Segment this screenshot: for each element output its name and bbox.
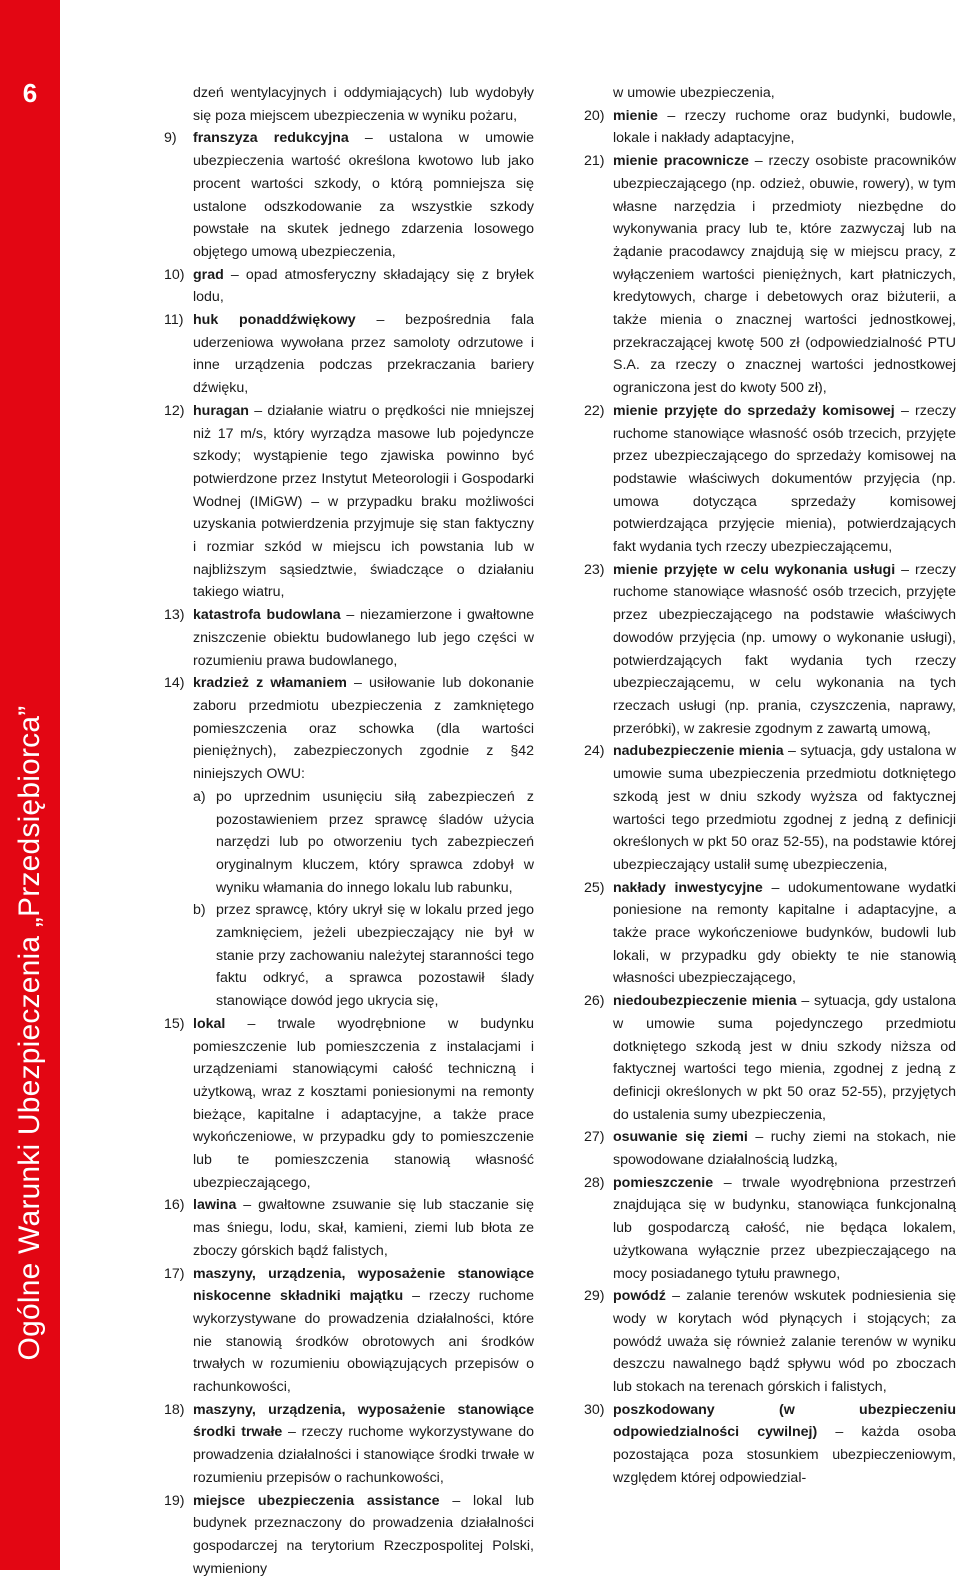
definition-term: nadubezpieczenie mienia bbox=[613, 743, 784, 760]
definition-body: – ruchy ziemi na stokach, nie spowodowane działalnością ludzką, bbox=[613, 1129, 956, 1169]
definition-item bbox=[584, 1172, 956, 1286]
definitions-list-right bbox=[584, 105, 956, 1490]
definition-term: franszyza redukcyjna bbox=[193, 130, 349, 147]
definition-term: maszyny, urządzenia, wyposażenie stanowiące środki trwałe bbox=[193, 1401, 534, 1441]
definition-term: niedoubezpieczenie mienia bbox=[613, 993, 797, 1010]
item-number: 20) bbox=[584, 107, 605, 124]
continuation-text: w umowie ubezpieczenia, bbox=[613, 85, 775, 101]
definition-body: – trwale wyodrębniona przestrzeń znajdująca się w budynku, stanowiąca funkcjonalną lub gospodarczą całość, nie będąca lokalem, użytkowana wyłącznie przez ubezpieczającego na mocy posiadanego tytułu prawnego, bbox=[613, 1174, 956, 1282]
definition-body: – każda osoba pozostająca poza stosunkiem ubezpieczeniowym, względem której odpowiedzial- bbox=[613, 1424, 956, 1486]
definition-item bbox=[584, 1126, 956, 1171]
definition-item bbox=[164, 1263, 534, 1399]
item-number: 21) bbox=[584, 153, 605, 170]
definition-term: huk ponaddźwiękowy bbox=[193, 312, 356, 329]
definition-body: – bezpośrednia fala uderzeniowa wywołana przez samoloty odrzutowe i inne urządzenia podczas przekraczania bariery dźwięku, bbox=[193, 312, 534, 397]
sub-item bbox=[164, 899, 534, 1013]
definition-body: – ustalona w umowie ubezpieczenia wartość określona kwotowo lub jako procent wartości szkody, o którą pomniejsza się ustalone odszkodowanie za wszystkie szkody powstałe na skutek jednego zdarzenia losowego objętego umową ubezpieczenia, bbox=[193, 130, 534, 260]
item-number: 14) bbox=[164, 675, 185, 692]
item-number: 22) bbox=[584, 402, 605, 419]
sub-item-letter: b) bbox=[193, 902, 206, 919]
definition-item bbox=[164, 309, 534, 400]
definition-body: – lokal lub budynek przeznaczony do prowadzenia działalności gospodarczej na terytorium Rzeczpospolitej Polski, wymieniony bbox=[193, 1492, 535, 1577]
item-number: 29) bbox=[584, 1288, 605, 1305]
right-column bbox=[584, 82, 956, 1490]
item-number: 25) bbox=[584, 879, 605, 896]
document-side-title: Ogólne Warunki Ubezpieczenia „Przedsiębiorca” bbox=[13, 705, 46, 1361]
definition-body: – rzeczy ruchome stanowiące własność osób trzecich, przyjęte przez ubezpieczającego do sprzedaży komisowej na podstawie właściwych dokumentów przyjęcia (np. umowa dotycząca sprzedaży komisowej potwierdzająca przyjęcie mienia), potwierdzających fakt wydania tych rzeczy ubezpieczającemu, bbox=[613, 402, 957, 556]
definition-item bbox=[164, 264, 534, 309]
definition-body: – rzeczy ruchome wykorzystywane do prowadzenia działalności, które nie stanowią środków obrotowych ani środków trwałych w rozumieniu obowiązujących przepisów o rachunkowości, bbox=[193, 1288, 535, 1396]
definition-body: – opad atmosferyczny składający się z bryłek lodu, bbox=[193, 266, 534, 306]
definition-term: osuwanie się ziemi bbox=[613, 1129, 748, 1146]
definition-term: miejsce ubezpieczenia assistance bbox=[193, 1492, 440, 1509]
left-column bbox=[164, 82, 534, 1580]
item-number: 12) bbox=[164, 402, 185, 419]
definition-item bbox=[584, 559, 956, 741]
definition-term: huragan bbox=[193, 402, 249, 419]
definition-body: – rzeczy ruchome oraz budynki, budowle, lokale i nakłady adaptacyjne, bbox=[613, 107, 956, 147]
definition-term: poszkodowany (w ubezpieczeniu odpowiedzialności cywilnej) bbox=[613, 1401, 956, 1441]
definition-term: lokal bbox=[193, 1015, 226, 1032]
definition-term: mienie pracownicze bbox=[613, 153, 749, 170]
item-number: 24) bbox=[584, 743, 605, 760]
sub-item bbox=[164, 786, 534, 900]
item-number: 16) bbox=[164, 1197, 185, 1214]
sub-item-letter: a) bbox=[193, 788, 206, 805]
definition-item bbox=[584, 150, 956, 400]
definition-item bbox=[164, 1194, 534, 1262]
item-number: 10) bbox=[164, 266, 185, 283]
definition-item bbox=[584, 877, 956, 991]
item-number: 28) bbox=[584, 1174, 605, 1191]
definition-item bbox=[584, 1399, 956, 1490]
definition-item bbox=[164, 604, 534, 672]
item-number: 23) bbox=[584, 561, 605, 578]
definition-term: nakłady inwestycyjne bbox=[613, 879, 763, 896]
definition-body: – rzeczy ruchome wykorzystywane do prowadzenia działalności i stanowiące środki trwałe w rozumieniu przepisów o rachunkowości, bbox=[193, 1424, 534, 1486]
definition-item bbox=[164, 127, 534, 263]
definition-body: – niezamierzone i gwałtowne zniszczenie obiektu budowlanego lub jego części w rozumieniu prawa budowlanego, bbox=[193, 607, 534, 669]
definition-term: mienie bbox=[613, 107, 658, 124]
definition-term: pomieszczenie bbox=[613, 1174, 714, 1191]
sub-item-text: po uprzednim usunięciu siłą zabezpieczeń z pozostawieniem przez sprawcę śladów użycia narzędzi lub po otworzeniu tych zabezpieczeń oryginalnym kluczem, który sprawca zdobył w wyniku włamania do innego lokalu lub rabunku, bbox=[216, 788, 534, 896]
page-number: 6 bbox=[22, 78, 38, 108]
definition-body: – sytuacja, gdy ustalona w umowie suma ubezpieczenia przedmiotu dotkniętego szkodą jest w dniu szkody wyższa od faktycznej wartości tego przedmiotu zgodnej z jedną z definicji określonych w pkt 50 oraz 52-55), na podstawie której ubezpieczający ustalił sumę ubezpieczenia, bbox=[613, 743, 956, 873]
definition-item bbox=[164, 672, 534, 786]
item-number: 15) bbox=[164, 1015, 185, 1032]
definition-body: – rzeczy ruchome stanowiące własność osób trzecich, przyjęte przez ubezpieczającego na podstawie właściwych dowodów przyjęcia (np. umowy o wykonanie usługi), potwierdzających fakt wydania tych rzeczy ubezpieczającemu, w celu wykonania na tych rzeczach usługi (np. prania, czyszczenia, naprawy, przeróbki), w zakresie zgodnym z zawartą umową, bbox=[613, 561, 956, 737]
definition-body: – rzeczy osobiste pracowników ubezpieczającego (np. odzież, obuwie, rowery), w tym własne narzędzia i przedmioty niezbędne do wykonywania pracy lub te, które zazwyczaj lub na żądanie pracodawcy znajdują się w miejscu pracy, z wyłączeniem wartości pieniężnych, kart płatniczych, kredytowych, charge i debetowych oraz biżuterii, a także mienia o znacznej wartości jednostkowej, przekraczającej kwotę 500 zł (odpowiedzialność PTU S.A. za rzeczy o znacznej wartości jednostkowej ograniczona jest do kwoty 500 zł), bbox=[613, 153, 956, 397]
definition-body: – udokumentowane wydatki poniesione na remonty kapitalne i adaptacyjne, a także prace wykończeniowe budynków, budowli lub lokali, w przypadku gdy obiekty te nie stanowią własności ubezpieczającego, bbox=[613, 879, 956, 987]
definition-term: powódź bbox=[613, 1288, 666, 1305]
definition-term: lawina bbox=[193, 1197, 237, 1214]
definition-item bbox=[584, 740, 956, 876]
definition-body: – zalanie terenów wskutek podniesienia się wody w korytach wód płynących i stojących; za powódź uważa się również zalanie terenów w wyniku deszczu nawalnego bądź spływu wód po zboczach lub stokach na terenach górskich i falistych, bbox=[613, 1288, 956, 1396]
item-number: 30) bbox=[584, 1401, 605, 1418]
definition-item bbox=[164, 1490, 534, 1580]
definition-term: kradzież z włamaniem bbox=[193, 675, 347, 692]
definition-item bbox=[584, 990, 956, 1126]
definition-term: katastrofa budowlana bbox=[193, 607, 341, 624]
definition-body: – usiłowanie lub dokonanie zaboru przedmiotu ubezpieczenia z zamkniętego pomieszczenia oraz schowka (dla wartości pieniężnych), zabezpieczonych zgodnie z §42 niniejszych OWU: bbox=[193, 675, 534, 783]
item-number: 19) bbox=[164, 1492, 185, 1509]
definition-item bbox=[584, 400, 956, 559]
definition-item bbox=[164, 1013, 534, 1195]
definition-term: mienie przyjęte w celu wykonania usługi bbox=[613, 561, 896, 578]
item-number: 27) bbox=[584, 1129, 605, 1146]
definition-body: – gwałtowne zsuwanie się lub staczanie się mas śniegu, lodu, skał, kamieni, ziemi lub błota ze zboczy górskich bądź falistych, bbox=[193, 1197, 534, 1259]
item-number: 17) bbox=[164, 1265, 185, 1282]
definition-item bbox=[584, 105, 956, 150]
definition-body: – sytuacja, gdy ustalona w umowie suma pojedynczego przedmiotu dotkniętego szkodą jest w dniu szkody niższa od faktycznej wartości tego mienia, zgodnej z jedną z definicji określonych w pkt 50 oraz 52-55), przyjętych do ustalenia sumy ubezpieczenia, bbox=[613, 993, 956, 1123]
definition-item bbox=[164, 1399, 534, 1490]
continuation-text: dzeń wentylacyjnych i oddymiających) lub wydobyły się poza miejscem ubezpieczenia w wyniku pożaru, bbox=[193, 85, 534, 124]
definitions-list-left bbox=[164, 127, 534, 1580]
item-number: 18) bbox=[164, 1401, 185, 1418]
definition-term: maszyny, urządzenia, wyposażenie stanowiące niskocenne składniki majątku bbox=[193, 1265, 534, 1305]
item-number: 26) bbox=[584, 993, 605, 1010]
definition-body: – działanie wiatru o prędkości nie mniejszej niż 17 m/s, który wyrządza masowe lub pojedyncze szkody; wystąpienie tego zjawiska powinno być potwierdzone przez Instytut Meteorologii i Gospodarki Wodnej (IMiGW) – w przypadku braku możliwości uzyskania potwierdzenia przyjmuje się stan faktyczny i rozmiar szkód w miejscu ich powstania lub w najbliższym sąsiedztwie, świadczące o działaniu takiego wiatru, bbox=[193, 402, 534, 601]
item-number: 9) bbox=[164, 130, 177, 147]
item-number: 11) bbox=[164, 312, 184, 329]
sub-item-text: przez sprawcę, który ukrył się w lokalu przed jego zamknięciem, jeżeli ubezpieczający nie był w stanie przy zachowaniu należytej staranności tego faktu odkryć, a sprawca pozostawił ślady stanowiące dowód jego ukrycia się, bbox=[216, 902, 534, 1010]
definition-item bbox=[164, 400, 534, 604]
definition-item bbox=[584, 1285, 956, 1399]
definition-term: mienie przyjęte do sprzedaży komisowej bbox=[613, 402, 895, 419]
definition-body: – trwale wyodrębnione w budynku pomieszczenie lub pomieszczenia z instalacjami i urządzeniami stanowiącymi całość techniczną i użytkową, wraz z kosztami poniesionymi na remonty bieżące, kapitalne i adaptacyjne, a także prace wykończeniowe, w przypadku gdy to pomieszczenie lub te pomieszczenia stanowią własność ubezpieczającego, bbox=[193, 1015, 534, 1191]
item-number: 13) bbox=[164, 607, 185, 624]
definition-term: grad bbox=[193, 266, 224, 283]
